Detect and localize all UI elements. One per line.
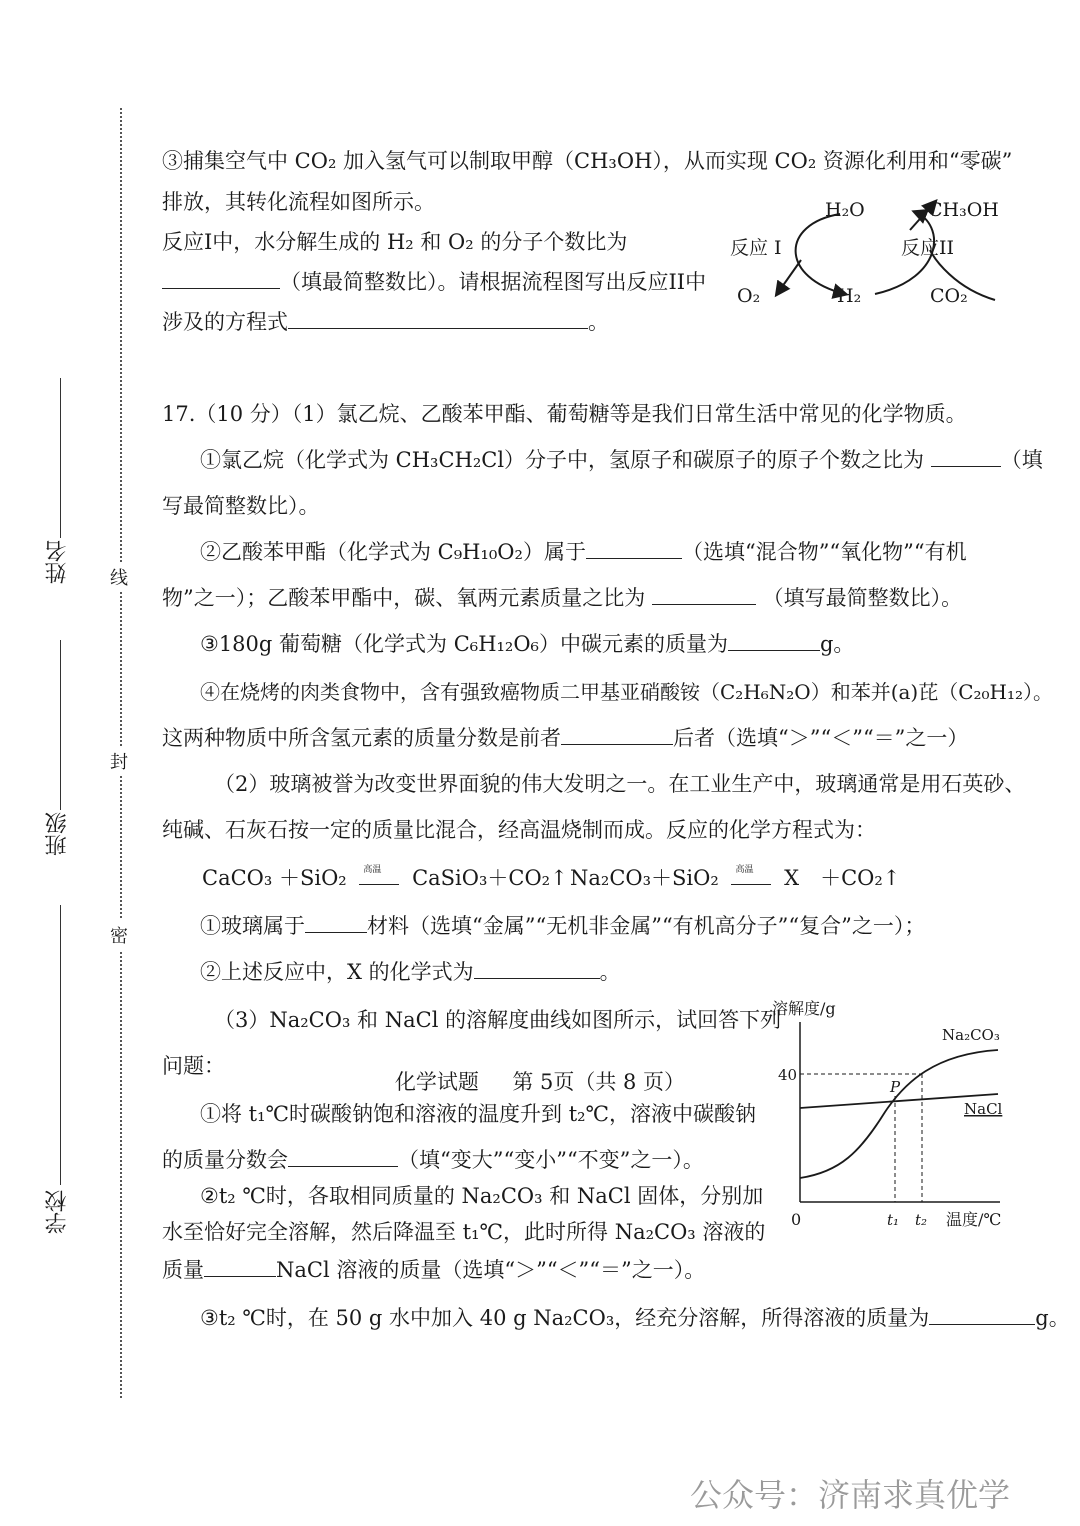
page-footer — [0, 1066, 1080, 1096]
answer-blank[interactable] — [204, 1255, 276, 1277]
q17-p1-line1: ①氯乙烷（化学式为 CH₃CH₂Cl）分子中，氢原子和碳原子的原子个数之比为 （填 — [200, 444, 1043, 474]
answer-blank[interactable] — [728, 629, 820, 651]
q17-part2-line1: （2）玻璃被誉为改变世界面貌的伟大发明之一。在工业生产中，玻璃通常是用石英砂、 — [214, 772, 1026, 796]
q17-part3-q1-line1: ①将 t₁℃时碳酸钠饱和溶液的温度升到 t₂℃，溶液中碳酸钠 — [200, 1102, 757, 1126]
reaction2-label: 反应II — [901, 237, 955, 259]
y-axis-label: 溶解度/g — [772, 999, 836, 1018]
q17-part3-q2-line1: ②t₂ ℃时，各取相同质量的 Na₂CO₃ 和 NaCl 固体，分别加 — [200, 1184, 764, 1208]
q16-line4: （填最简整数比）。请根据流程图写出反应II中 — [162, 266, 706, 296]
q17-part3-q2-line2: 水至恰好完全溶解，然后降温至 t₁℃，此时所得 Na₂CO₃ 溶液的 — [162, 1220, 766, 1244]
answer-blank[interactable] — [586, 537, 682, 559]
subject-label: 化学试题 — [394, 1070, 479, 1094]
intersection-point-p: P — [890, 1078, 901, 1096]
page-number: 第 5页（共 8 页） — [512, 1070, 686, 1094]
q17-part3-q2-line3: 质量 NaCl 溶液的质量（选填“＞”“＜”“＝”之一）。 — [162, 1254, 705, 1284]
line-mark: 线 — [110, 562, 128, 592]
x-tick-t1: t₁ — [887, 1211, 900, 1229]
q16-line1: ③捕集空气中 CO₂ 加入氢气可以制取甲醇（CH₃OH），从而实现 CO₂ 资源化利用和“零碳” — [162, 149, 1013, 173]
watermark: 公众号：济南求真优学 — [690, 1476, 1011, 1514]
q17-part2-q1: ①玻璃属于 材料（选填“金属”“无机非金属”“有机高分子”“复合”之一）； — [200, 910, 925, 940]
q17-p2-line1: ②乙酸苯甲酯（化学式为 C₉H₁₀O₂）属于 （选填“混合物”“氧化物”“有机 — [200, 536, 967, 566]
seal-mark: 封 — [110, 746, 128, 776]
o2-branch-arrow — [777, 260, 801, 294]
answer-blank[interactable] — [929, 1303, 1035, 1325]
q17-part2-q2: ②上述反应中，X 的化学式为 。 — [200, 956, 621, 986]
class-label: 班级 — [45, 812, 70, 856]
answer-blank[interactable] — [305, 911, 367, 933]
school-write-line — [60, 905, 61, 1185]
o2-label: O₂ — [737, 285, 761, 307]
co2-label: CO₂ — [930, 285, 968, 307]
answer-blank[interactable] — [652, 583, 756, 605]
name-write-line — [60, 378, 61, 538]
answer-blank[interactable] — [288, 1145, 398, 1167]
q17-p4-line1: ④在烧烤的肉类食物中，含有强致癌物质二甲基亚硝酸铵（C₂H₆N₂O）和苯并(a)芘（C₂₀H₁₂）。 — [200, 680, 1054, 704]
answer-blank[interactable] — [931, 445, 1001, 467]
equation-2: Na₂CO₃＋SiO₂ 高温 X ＋CO₂↑ — [570, 865, 901, 890]
q17-part3-q3: ③t₂ ℃时，在 50 g 水中加入 40 g Na₂CO₃，经充分溶解，所得溶液的质量为 g。 — [200, 1302, 1070, 1332]
equation-arrow: 高温 — [359, 874, 399, 885]
reaction1-label: 反应 I — [730, 237, 782, 259]
x-axis-label: 温度/℃ — [946, 1210, 1002, 1229]
answer-blank[interactable] — [288, 307, 588, 329]
answer-blank[interactable] — [162, 267, 280, 289]
equation-1: CaCO₃ ＋SiO₂ 高温 CaSiO₃＋CO₂↑ — [202, 865, 568, 890]
q17-p3: ③180g 葡萄糖（化学式为 C₆H₁₂O₆）中碳元素的质量为 g。 — [200, 628, 854, 658]
school-label: 学校 — [45, 1190, 70, 1234]
reaction1-arrow — [796, 214, 845, 294]
q17-part2-line2: 纯碱、石灰石按一定的质量比混合，经高温烧制而成。反应的化学方程式为： — [162, 818, 876, 842]
answer-blank[interactable] — [561, 723, 673, 745]
h2-label: H₂ — [837, 285, 862, 307]
q17-part3-q1-line2: 的质量分数会 （填“变大”“变小”“不变”之一）。 — [162, 1144, 704, 1174]
reaction-cycle-diagram — [725, 190, 1015, 320]
q16-line2: 排放，其转化流程如图所示。 — [162, 190, 435, 214]
secret-mark: 密 — [110, 920, 128, 950]
na2co3-legend: Na₂CO₃ — [942, 1026, 1000, 1044]
y-tick-40: 40 — [778, 1066, 798, 1084]
q17-p2-line2: 物”之一）；乙酸苯甲酯中，碳、氧两元素质量之比为 （填写最简整数比）。 — [162, 582, 962, 612]
solubility-chart — [760, 992, 1020, 1232]
q17-part3-line1: （3）Na₂CO₃ 和 NaCl 的溶解度曲线如图所示，试回答下列 — [214, 1008, 782, 1032]
class-write-line — [60, 640, 61, 810]
q16-line3: 反应I中，水分解生成的 H₂ 和 O₂ 的分子个数比为 — [162, 230, 628, 254]
equation-arrow: 高温 — [731, 874, 771, 885]
name-label: 姓名 — [45, 540, 70, 584]
h2o-label: H₂O — [825, 199, 865, 221]
q16-line5: 涉及的方程式 。 — [162, 306, 609, 336]
answer-blank[interactable] — [474, 957, 600, 979]
q17-p4-line2: 这两种物质中所含氢元素的质量分数是前者 后者（选填“＞”“＜”“＝”之一） — [162, 722, 968, 752]
x-tick-t2: t₂ — [915, 1211, 928, 1229]
q17-p1-line2: 写最简整数比）。 — [162, 494, 320, 518]
origin-label: 0 — [791, 1210, 802, 1229]
ch3oh-label: CH₃OH — [928, 199, 999, 221]
q17-header: 17.（10 分）（1）氯乙烷、乙酸苯甲酯、葡萄糖等是我们日常生活中常见的化学物质。 — [162, 402, 967, 426]
nacl-legend: NaCl — [964, 1100, 1003, 1118]
q17-part3-line2: 问题： — [162, 1054, 225, 1078]
